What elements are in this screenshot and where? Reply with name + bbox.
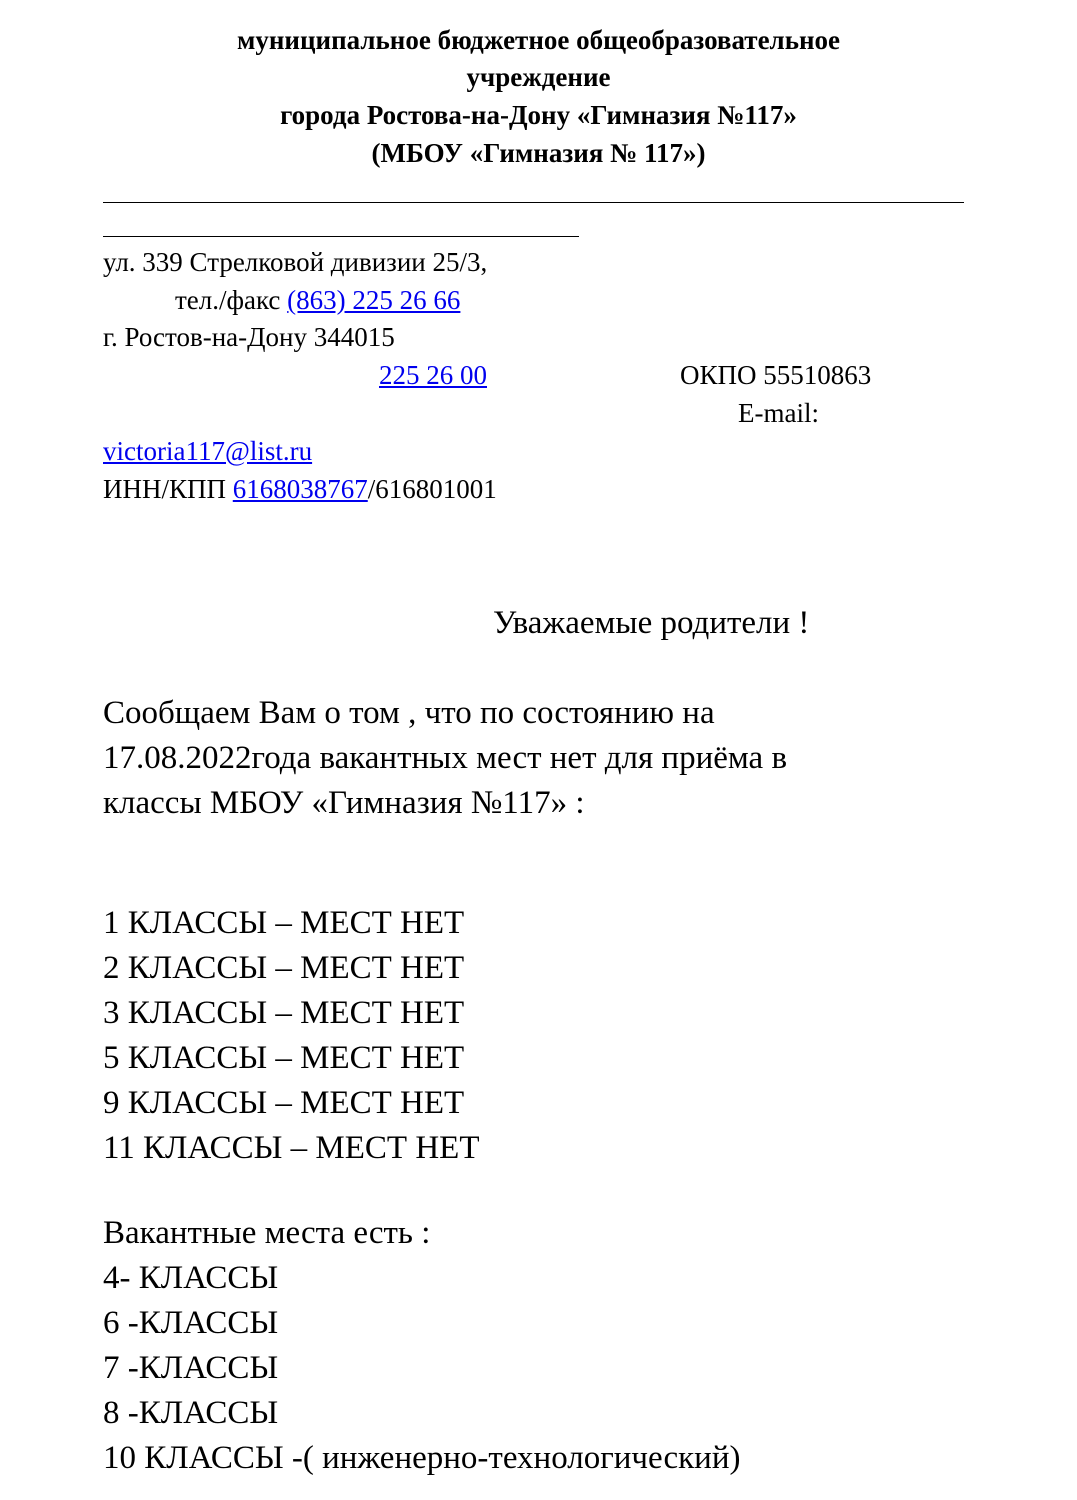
no-vacancy-item: 9 КЛАССЫ – МЕСТ НЕТ — [103, 1085, 465, 1121]
no-vacancy-item: 5 КЛАССЫ – МЕСТ НЕТ — [103, 1040, 465, 1076]
phone2-link[interactable]: 225 26 00 — [379, 360, 487, 390]
phone-link[interactable]: (863) 225 26 66 — [287, 285, 461, 315]
message-line-1: Сообщаем Вам о том , что по состоянию на — [103, 695, 715, 731]
city-line: г. Ростов-на-Дону 344015 — [103, 322, 395, 352]
org-name-line-2: учреждение — [466, 62, 611, 92]
inn-label: ИНН/КПП — [103, 474, 233, 504]
vacancy-item: 10 КЛАССЫ -( инженерно-технологический) — [103, 1440, 741, 1476]
no-vacancy-item: 1 КЛАССЫ – МЕСТ НЕТ — [103, 905, 465, 941]
inn-link[interactable]: 6168038767 — [232, 474, 368, 504]
no-vacancy-item: 2 КЛАССЫ – МЕСТ НЕТ — [103, 950, 465, 986]
kpp-text: /616801001 — [367, 474, 497, 504]
vacancy-item: 4- КЛАССЫ — [103, 1260, 279, 1296]
okpo-text: ОКПО 55510863 — [680, 360, 872, 390]
vacancy-item: 7 -КЛАССЫ — [103, 1350, 279, 1386]
message-line-3: классы МБОУ «Гимназия №117» : — [103, 785, 585, 821]
phone-line — [175, 281, 460, 319]
no-vacancy-item: 11 КЛАССЫ – МЕСТ НЕТ — [103, 1130, 480, 1166]
org-name-line-3: города Ростова-на-Дону «Гимназия №117» — [280, 100, 797, 130]
vacancies-title: Вакантные места есть : — [103, 1215, 431, 1251]
org-name-line-1: муниципальное бюджетное общеобразовательное — [236, 25, 841, 55]
no-vacancy-item: 3 КЛАССЫ – МЕСТ НЕТ — [103, 995, 465, 1031]
header-divider-long — [103, 202, 964, 203]
phone-label: тел./факс — [175, 285, 288, 315]
vacancy-item: 8 -КЛАССЫ — [103, 1395, 279, 1431]
vacancy-item: 6 -КЛАССЫ — [103, 1305, 279, 1341]
greeting: Уважаемые родители ! — [493, 605, 810, 641]
inn-line — [103, 470, 497, 508]
header-divider-short — [103, 236, 579, 237]
message-line-2: 17.08.2022года вакантных мест нет для приёма в — [103, 740, 788, 776]
address-line: ул. 339 Стрелковой дивизии 25/3, — [103, 247, 488, 277]
org-short-name: (МБОУ «Гимназия № 117») — [371, 138, 706, 168]
email-link[interactable]: victoria117@list.ru — [103, 436, 313, 466]
email-label: E-mail: — [738, 398, 819, 428]
